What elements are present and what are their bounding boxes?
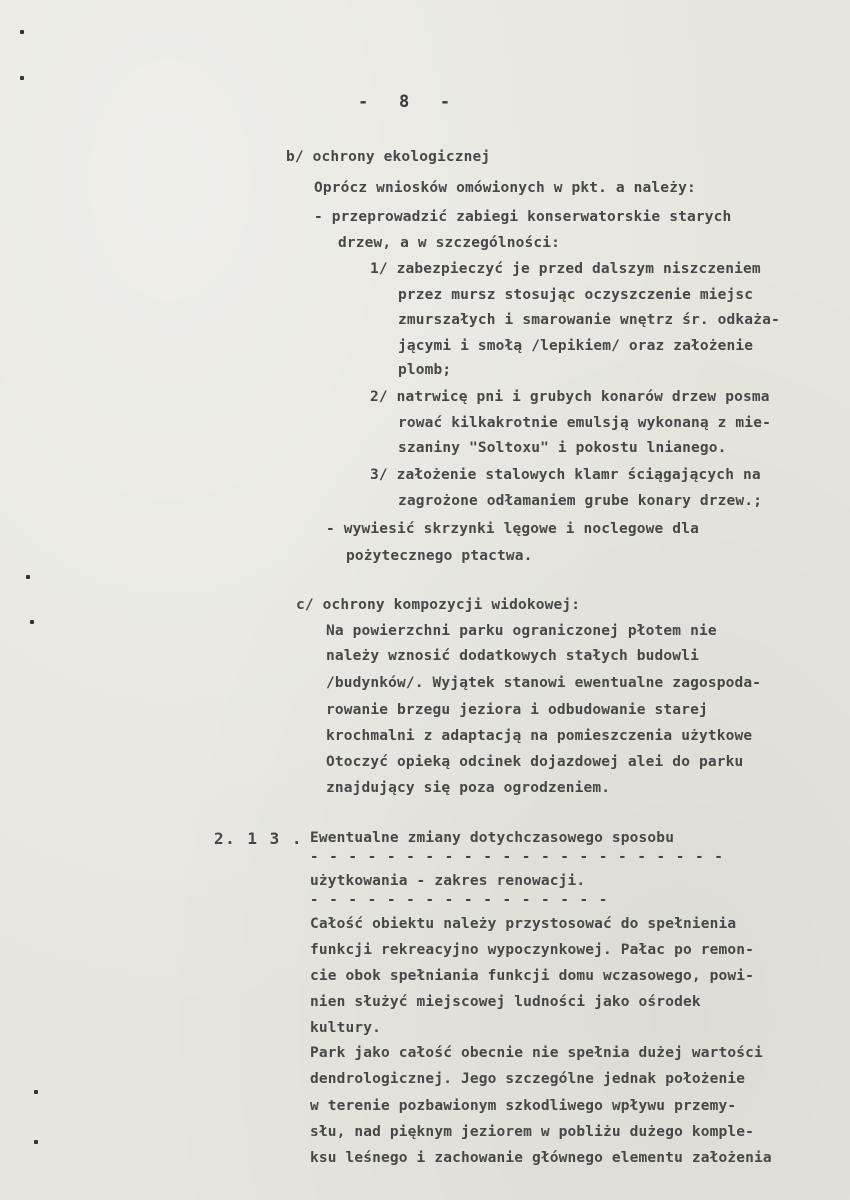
- text-line: drzew, a w szczególności:: [338, 235, 560, 251]
- margin-mark: [34, 1090, 38, 1094]
- margin-mark: [20, 30, 24, 34]
- text-line: przez mursz stosując oczyszczenie miejsc: [398, 287, 754, 303]
- section-title-underline-2: - - - - - - - - - - - - - - - -: [310, 892, 609, 908]
- text-line: cie obok spełniania funkcji domu wczasowego, powi-: [310, 968, 754, 984]
- text-line: rowanie brzegu jeziora i odbudowanie starej: [326, 702, 708, 718]
- text-line: 1/ zabezpieczyć je przed dalszym niszczeniem: [370, 261, 761, 277]
- text-line: dendrologicznej. Jego szczególne jednak położenie: [310, 1071, 746, 1087]
- subsection-heading-b: b/ ochrony ekologicznej: [286, 149, 491, 165]
- text-line: krochmalni z adaptacją na pomieszczenia użytkowe: [326, 728, 753, 744]
- margin-mark: [20, 76, 24, 80]
- text-line: kultury.: [310, 1020, 382, 1036]
- text-line: zmurszałych i smarowanie wnętrz śr. odkaża-: [398, 312, 780, 328]
- section-title-line-1: Ewentualne zmiany dotychczasowego sposobu: [310, 830, 675, 846]
- text-line: w terenie pozbawionym szkodliwego wpływu przemy-: [310, 1098, 737, 1114]
- subsection-heading-c: c/ ochrony kompozycji widokowej:: [296, 597, 581, 613]
- section-number: 2. 1 3 .: [214, 829, 304, 848]
- text-line: nien służyć miejscowej ludności jako ośrodek: [310, 994, 701, 1010]
- text-line: plomb;: [398, 362, 452, 378]
- text-line: szaniny "Soltoxu" i pokostu lnianego.: [398, 440, 727, 456]
- text-line: ksu leśnego i zachowanie głównego elementu założenia: [310, 1150, 772, 1166]
- text-line: rować kilkakrotnie emulsją wykonaną z mie-: [398, 415, 771, 431]
- text-line: Otoczyć opieką odcinek dojazdowej alei do parku: [326, 754, 744, 770]
- text-line: zagrożone odłamaniem grube konary drzew.;: [398, 493, 763, 509]
- margin-mark: [34, 1140, 38, 1144]
- text-line: znajdujący się poza ogrodzeniem.: [326, 780, 611, 796]
- text-line: - wywiesić skrzynki lęgowe i noclegowe dla: [326, 521, 699, 537]
- text-line: Park jako całość obecnie nie spełnia dużej wartości: [310, 1045, 763, 1061]
- section-title-line-2: użytkowania - zakres renowacji.: [310, 873, 586, 889]
- text-line: 3/ założenie stalowych klamr ściągających na: [370, 467, 761, 483]
- text-line: należy wznosić dodatkowych stałych budowli: [326, 648, 699, 664]
- text-line: jącymi i smołą /lepikiem/ oraz założenie: [398, 338, 754, 354]
- text-line: - przeprowadzić zabiegi konserwatorskie starych: [314, 209, 732, 225]
- text-line: Na powierzchni parku ograniczonej płotem nie: [326, 623, 717, 639]
- text-line: pożytecznego ptactwa.: [346, 548, 533, 564]
- text-line: funkcji rekreacyjno wypoczynkowej. Pałac po remon-: [310, 942, 754, 958]
- page-number: - 8 -: [358, 92, 451, 112]
- margin-mark: [26, 575, 30, 579]
- text-line: /budynków/. Wyjątek stanowi ewentualne zagospoda-: [326, 675, 762, 691]
- text-line: Oprócz wniosków omówionych w pkt. a należy:: [314, 180, 696, 196]
- text-line: słu, nad pięknym jeziorem w pobliżu dużego komple-: [310, 1124, 754, 1140]
- section-title-underline-1: - - - - - - - - - - - - - - - - - - - - - -: [310, 849, 725, 865]
- margin-mark: [30, 620, 34, 624]
- text-line: Całość obiektu należy przystosować do spełnienia: [310, 916, 737, 932]
- text-line: 2/ natrwicę pni i grubych konarów drzew posma: [370, 389, 770, 405]
